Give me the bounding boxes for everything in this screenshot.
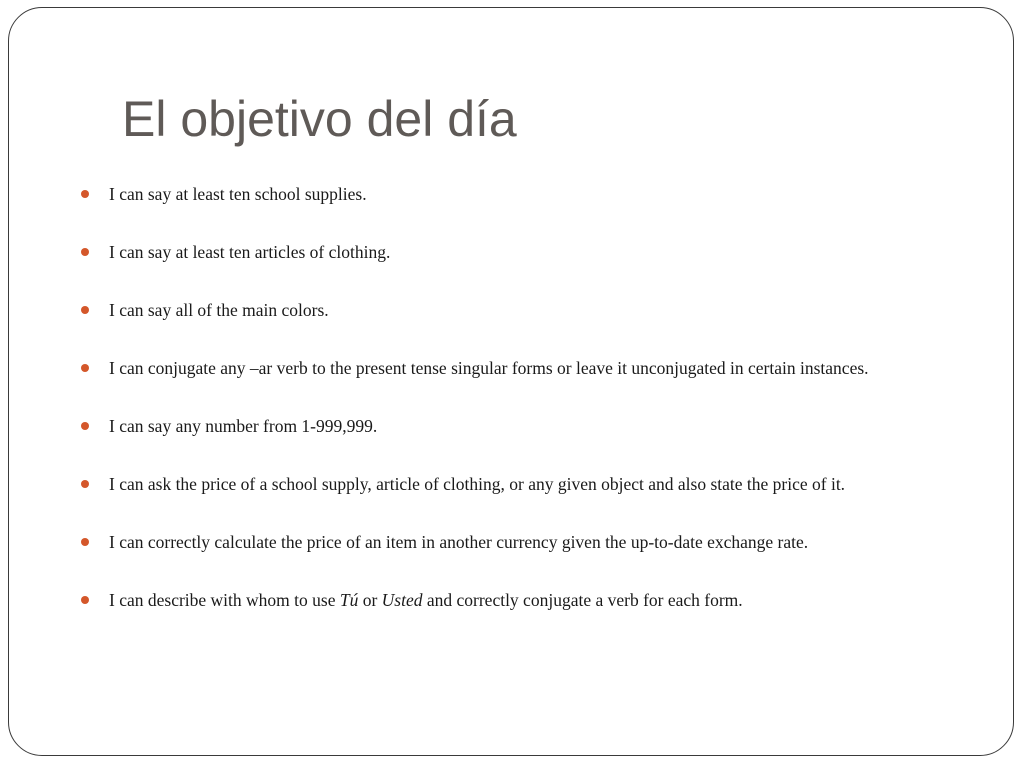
bullet-dot-icon bbox=[81, 480, 89, 488]
bullet-dot-icon bbox=[81, 364, 89, 372]
objective-text: I can ask the price of a school supply, article of clothing, or any given object and also state the price of it. bbox=[109, 474, 846, 494]
list-item bbox=[81, 180, 981, 238]
objective-text: I can conjugate any –ar verb to the present tense singular forms or leave it unconjugated in certain instances. bbox=[109, 358, 869, 378]
objective-text-part: I can describe with whom to use bbox=[109, 590, 340, 610]
list-item bbox=[81, 412, 981, 470]
objective-text-part: and correctly conjugate a verb for each form. bbox=[422, 590, 743, 610]
objective-text-part: or bbox=[358, 590, 382, 610]
slide-title: El objetivo del día bbox=[122, 91, 517, 147]
list-item bbox=[81, 296, 981, 354]
bullet-dot-icon bbox=[81, 422, 89, 430]
objective-text: I can say any number from 1-999,999. bbox=[109, 416, 378, 436]
objective-text: I can correctly calculate the price of an item in another currency given the up-to-date exchange rate. bbox=[109, 532, 809, 552]
list-item bbox=[81, 528, 981, 586]
usted-emphasis: Usted bbox=[381, 590, 423, 610]
objective-text bbox=[109, 590, 743, 610]
bullet-dot-icon bbox=[81, 190, 89, 198]
bullet-dot-icon bbox=[81, 306, 89, 314]
list-item bbox=[81, 354, 981, 412]
bullet-dot-icon bbox=[81, 248, 89, 256]
objective-text: I can say at least ten school supplies. bbox=[109, 184, 367, 204]
objective-text: I can say at least ten articles of clothing. bbox=[109, 242, 391, 262]
bullet-dot-icon bbox=[81, 596, 89, 604]
list-item bbox=[81, 238, 981, 296]
list-item bbox=[81, 586, 981, 644]
bullet-dot-icon bbox=[81, 538, 89, 546]
objective-list bbox=[81, 180, 981, 644]
slide-frame bbox=[8, 7, 1014, 756]
tu-emphasis: Tú bbox=[339, 590, 359, 610]
list-item bbox=[81, 470, 981, 528]
objective-text: I can say all of the main colors. bbox=[109, 300, 329, 320]
